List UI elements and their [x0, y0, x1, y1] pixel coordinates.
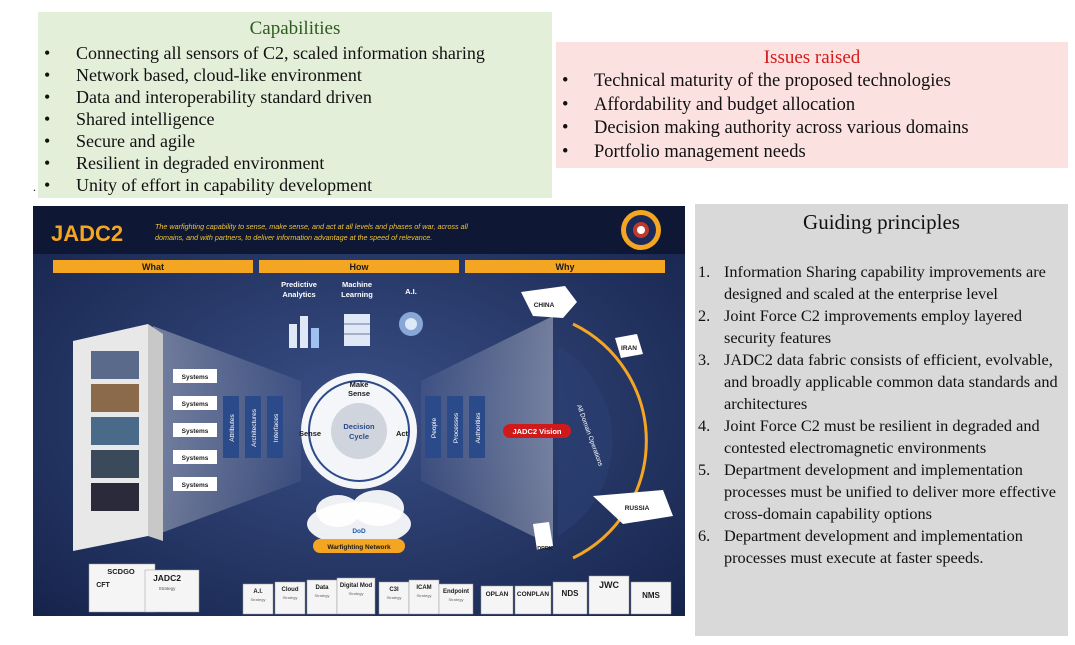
capabilities-title: Capabilities — [249, 18, 341, 39]
doc-sublabel: Strategy — [386, 595, 402, 600]
how-label: Learning — [341, 290, 373, 299]
tagline-line-1: The warfighting capability to sense, make sense, and act at all levels and phases of war, across all — [155, 222, 468, 231]
systems-label: Systems — [181, 374, 209, 381]
doc-label: Digital Mod — [339, 583, 373, 589]
decision-cycle-label: Decision — [343, 422, 375, 431]
item-number: 6. — [698, 526, 711, 545]
doc-sublabel: Strategy — [282, 595, 298, 600]
country-label: CHINA — [533, 302, 555, 309]
list-item: • Unity of effort in capability development — [76, 174, 552, 196]
doc-label: NMS — [642, 591, 660, 600]
pillar-label: Authorities — [475, 412, 482, 444]
doc-sublabel: Strategy — [348, 591, 364, 596]
doc-label: ICAM — [416, 585, 432, 591]
doc-label: Data — [315, 585, 329, 591]
doc-label: CONPLAN — [516, 591, 550, 598]
network-top-label: DoD — [352, 528, 366, 535]
jadc2-infographic — [33, 206, 685, 616]
make-sense-label: Make — [349, 380, 369, 389]
item-text: JADC2 data fabric consists of efficient, evolvable, and broadly applicable common data standards and architectures — [724, 350, 1058, 413]
doc-label: Endpoint — [443, 589, 469, 595]
principles-list — [695, 261, 1068, 569]
list-item: • Affordability and budget allocation — [594, 94, 1068, 118]
item-number: 1. — [698, 262, 711, 281]
list-item: • Secure and agile — [76, 130, 552, 152]
principles-title: Guiding principles — [803, 210, 960, 234]
list-item — [698, 349, 1060, 415]
list-item: • Technical maturity of the proposed technologies — [594, 70, 1068, 94]
list-item: • Connecting all sensors of C2, scaled information sharing — [76, 42, 552, 64]
what-header: What — [142, 262, 164, 272]
pillar-label: Attributes — [229, 414, 236, 442]
country-label: DPRK — [537, 546, 553, 552]
systems-label: Systems — [181, 455, 209, 462]
doc-label: NDS — [561, 589, 579, 598]
doc-label: OPLAN — [485, 591, 509, 598]
doc-sublabel: Strategy — [250, 597, 266, 602]
country-label: IRAN — [621, 345, 637, 352]
list-item — [698, 305, 1060, 349]
how-label: A.I. — [405, 287, 417, 296]
systems-label: Systems — [181, 482, 209, 489]
doc-label: SCDGO — [107, 567, 135, 576]
how-label: Machine — [341, 280, 373, 289]
doc-label: CFT — [96, 582, 110, 589]
doc-label: A.I. — [253, 589, 263, 595]
left-pillars — [223, 396, 283, 458]
how-header: How — [349, 262, 369, 272]
how-label: Predictive — [281, 280, 317, 289]
pillar-label: Processes — [453, 412, 460, 444]
list-item: • Shared intelligence — [76, 108, 552, 130]
list-item — [698, 415, 1060, 459]
tagline-line-2: domains, and with partners, to deliver information advantage at the speed of relevance. — [155, 233, 433, 242]
doc-sublabel: Strategy — [158, 586, 176, 591]
arc-label: All Domain Operations — [574, 403, 604, 468]
list-item — [698, 525, 1060, 569]
seal-icon — [621, 210, 661, 250]
doc-label: Cloud — [281, 587, 299, 593]
systems-label: Systems — [181, 401, 209, 408]
capabilities-list — [38, 42, 552, 196]
doc-label: C3I — [389, 587, 399, 593]
list-item: • Resilient in degraded environment — [76, 152, 552, 174]
guiding-principles-panel — [695, 204, 1068, 636]
warfighting-network-label: Warfighting Network — [327, 544, 391, 551]
why-header: Why — [555, 262, 575, 272]
item-text: Department development and implementation processes must be unified to deliver more effective cross-domain capability options — [724, 460, 1056, 523]
sense-label: Sense — [298, 429, 322, 438]
how-label: Analytics — [282, 290, 316, 299]
docs-middle — [243, 578, 473, 614]
item-text: Joint Force C2 must be resilient in degraded and contested electromagnetic environments — [724, 416, 1040, 457]
pillar-label: People — [431, 417, 438, 439]
jadc2-logo: JADC2 — [51, 221, 124, 246]
list-item: • Network based, cloud-like environment — [76, 64, 552, 86]
issues-list — [556, 70, 1068, 164]
doc-sublabel: Strategy — [416, 593, 432, 598]
list-item: • Data and interoperability standard driven — [76, 86, 552, 108]
item-number: 3. — [698, 350, 711, 369]
pillar-label: Architectures — [251, 409, 258, 447]
country-label: RUSSIA — [624, 505, 650, 512]
list-item — [698, 459, 1060, 525]
issues-title: Issues raised — [763, 47, 861, 68]
list-item: • Decision making authority across various domains — [594, 117, 1068, 141]
item-number: 5. — [698, 460, 711, 479]
make-sense-label: Sense — [347, 389, 371, 398]
item-number: 2. — [698, 306, 711, 325]
stray-mark: . — [33, 180, 36, 194]
act-label: Act — [395, 429, 409, 438]
doc-label: JADC2 — [153, 573, 181, 583]
decision-cycle-label: Cycle — [348, 432, 370, 441]
item-text: Information Sharing capability improvements are designed and scaled at the enterprise level — [724, 262, 1046, 303]
list-item: • Portfolio management needs — [594, 141, 1068, 165]
pillar-label: Interfaces — [273, 413, 280, 443]
item-text: Joint Force C2 improvements employ layered security features — [724, 306, 1022, 347]
jadc2-vision-label: JADC2 Vision — [512, 427, 562, 436]
item-text: Department development and implementation processes must execute at faster speeds. — [724, 526, 1023, 567]
doc-sublabel: Strategy — [448, 597, 464, 602]
doc-label: JWC — [599, 580, 619, 590]
ai-icon — [399, 312, 423, 336]
capabilities-panel — [38, 12, 552, 198]
machine-learning-icon — [344, 314, 370, 346]
systems-label: Systems — [181, 428, 209, 435]
issues-panel — [556, 42, 1068, 168]
right-pillars — [425, 396, 485, 458]
item-number: 4. — [698, 416, 711, 435]
list-item — [698, 261, 1060, 305]
systems-stack — [73, 324, 163, 551]
doc-sublabel: Strategy — [314, 593, 330, 598]
